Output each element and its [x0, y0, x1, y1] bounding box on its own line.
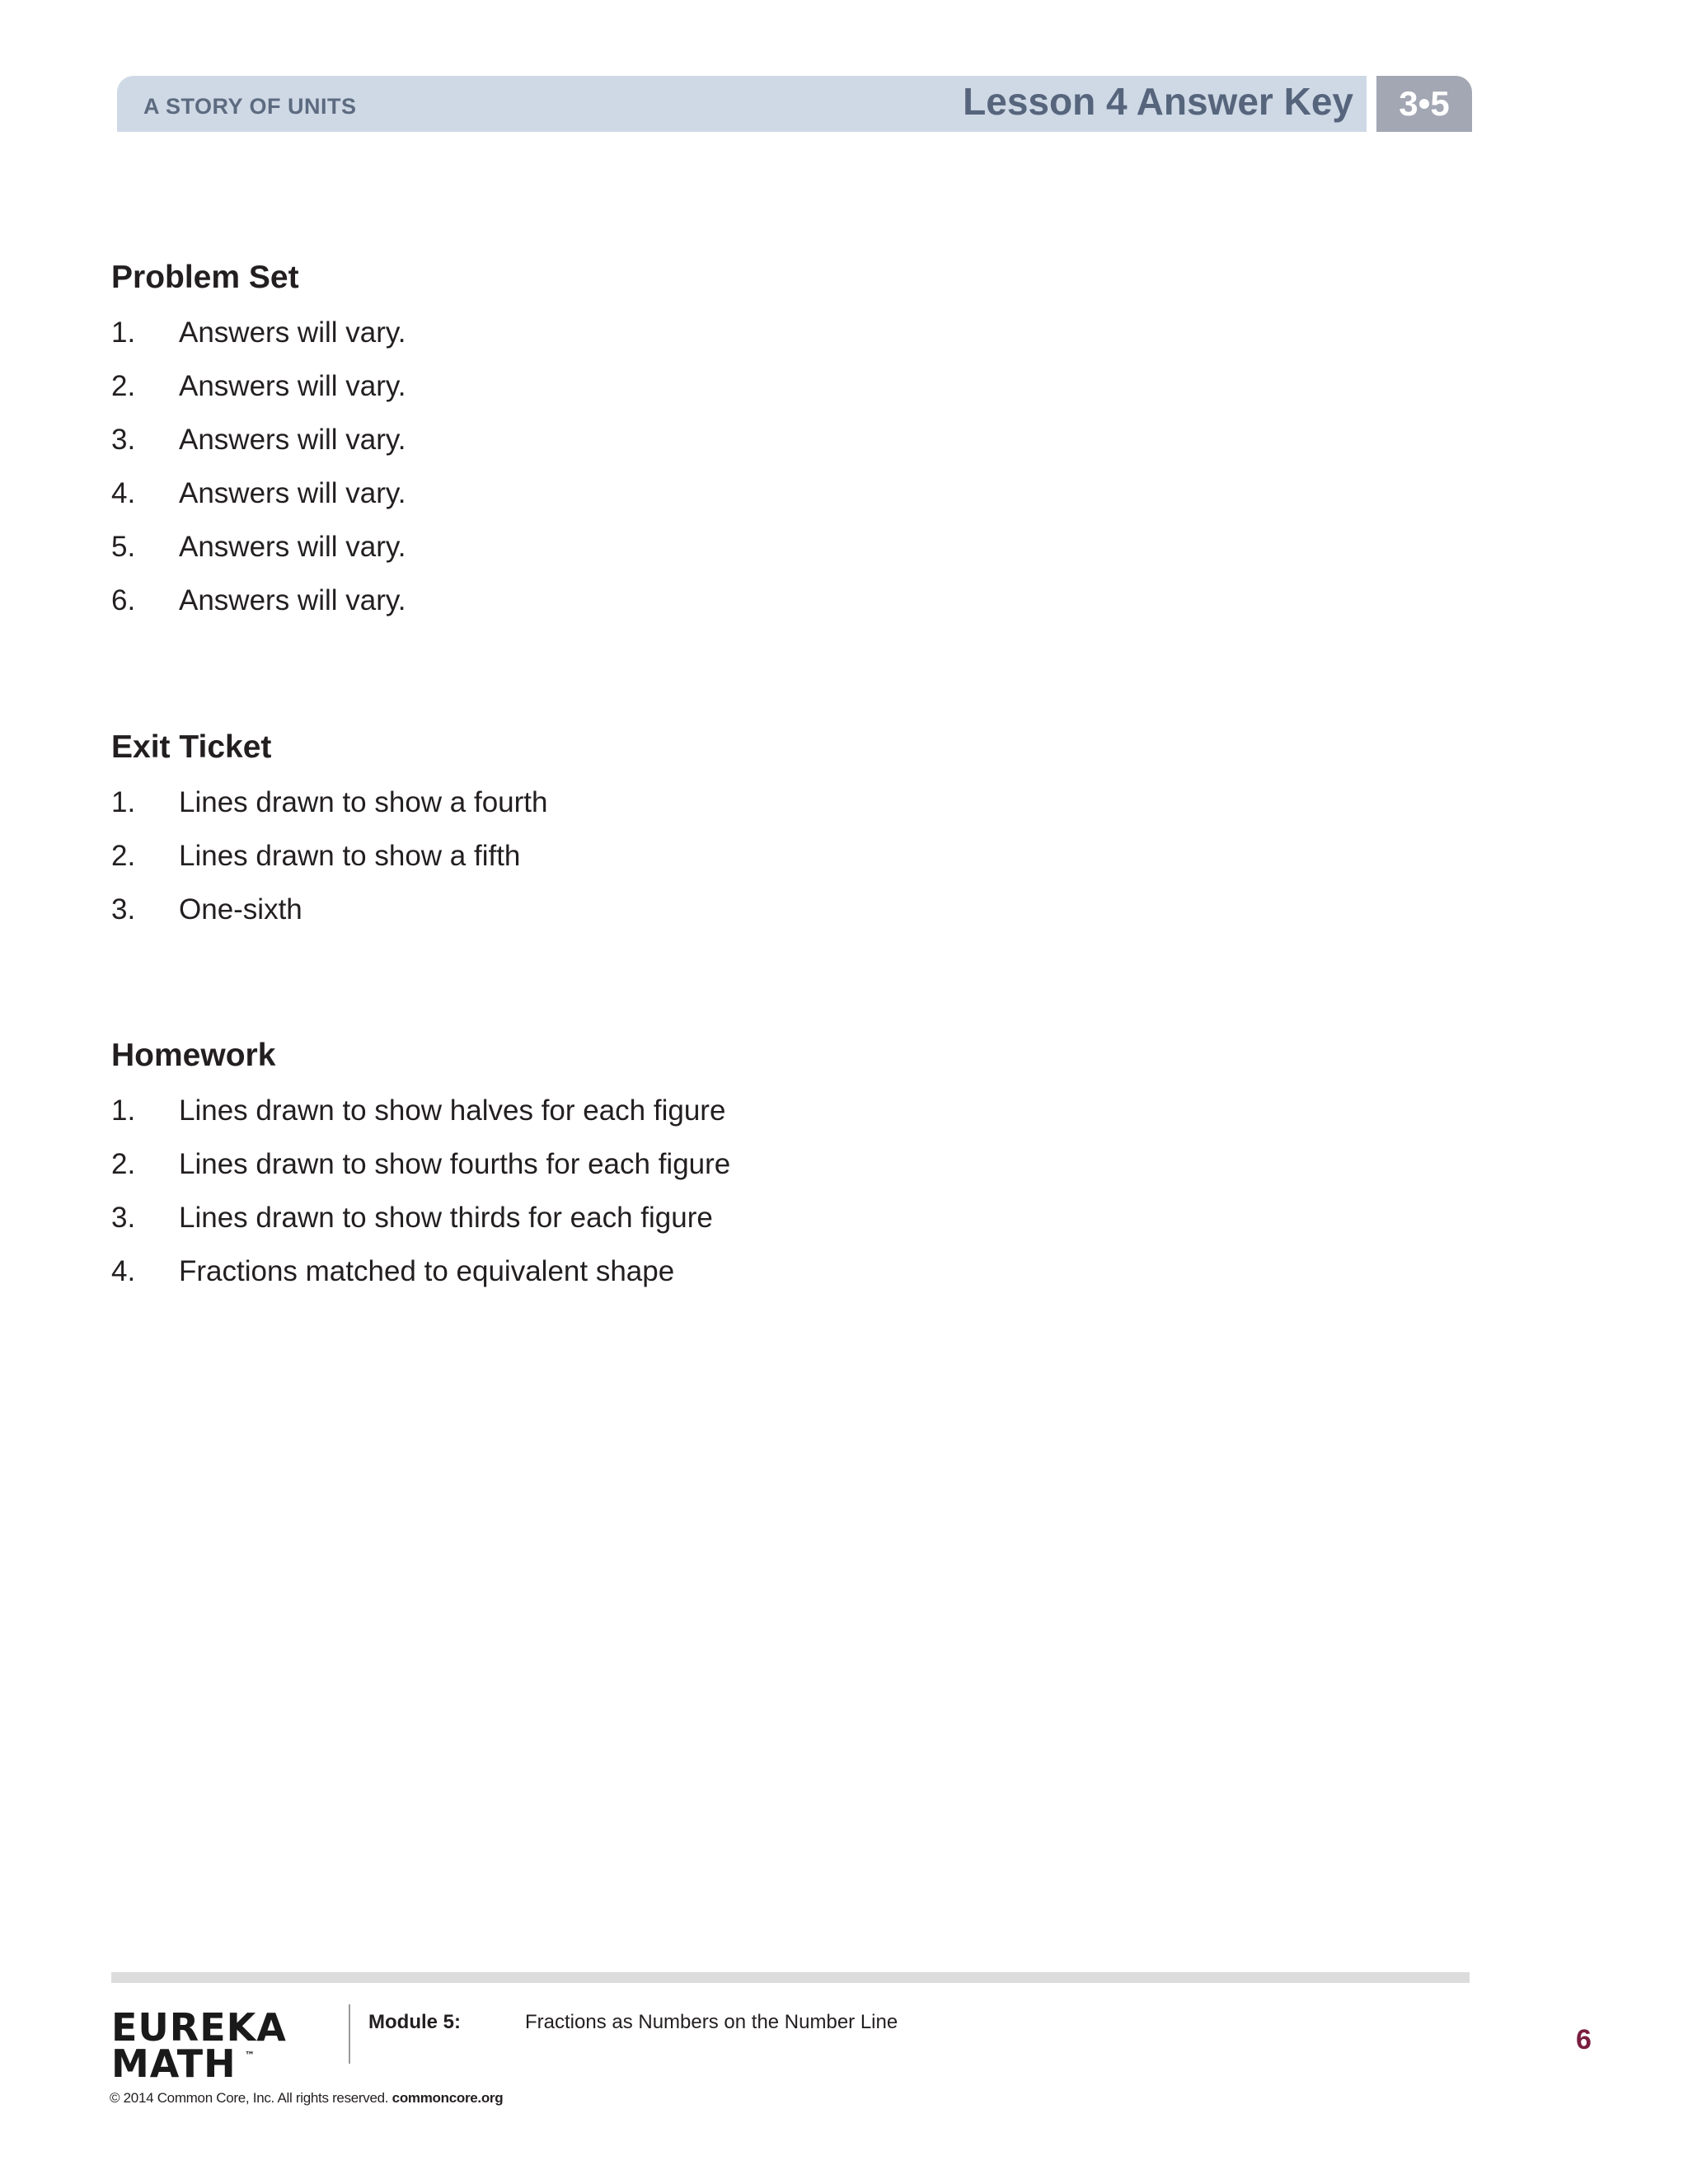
list-item: [111, 312, 1348, 365]
item-number: 4.: [111, 477, 136, 509]
list-item: [111, 472, 1348, 526]
trademark-symbol: ™: [245, 2050, 256, 2061]
item-number: 1.: [111, 316, 136, 349]
list-item: [111, 1090, 1348, 1143]
list-item: [111, 888, 1348, 942]
item-number: 6.: [111, 584, 136, 616]
exit-ticket-section: [111, 727, 1348, 942]
module-title: Fractions as Numbers on the Number Line: [525, 2011, 898, 2033]
item-number: 3.: [111, 893, 136, 926]
list-item: [111, 1250, 1348, 1304]
list-item: [111, 526, 1348, 579]
item-text: Lines drawn to show a fifth: [179, 840, 521, 872]
item-number: 2.: [111, 840, 136, 872]
eureka-math-logo: [111, 2005, 301, 2086]
item-text: Lines drawn to show thirds for each figure: [179, 1202, 713, 1234]
item-text: Answers will vary.: [179, 531, 406, 563]
answer-list: [111, 1090, 1348, 1304]
item-number: 5.: [111, 531, 136, 563]
item-text: Lines drawn to show fourths for each figure: [179, 1148, 731, 1180]
item-number: 3.: [111, 1202, 136, 1234]
lesson-title: Lesson 4 Answer Key: [963, 80, 1353, 123]
answer-list: [111, 312, 1348, 633]
list-item: [111, 1197, 1348, 1250]
item-text: Answers will vary.: [179, 424, 406, 456]
item-text: Answers will vary.: [179, 584, 406, 616]
copyright-text: © 2014 Common Core, Inc. All rights reserved.: [110, 2090, 389, 2106]
list-item: [111, 365, 1348, 419]
logo-line-eureka: EUREKA: [111, 2005, 287, 2050]
page-number: 6: [1576, 2024, 1592, 2055]
footer-rule: [111, 1972, 1470, 1983]
copyright-url[interactable]: commoncore.org: [392, 2090, 504, 2106]
item-text: Answers will vary.: [179, 316, 406, 349]
list-item: [111, 1143, 1348, 1197]
answer-list: [111, 781, 1348, 942]
module-label: Module 5:: [368, 2011, 461, 2033]
item-number: 3.: [111, 424, 136, 456]
item-text: Answers will vary.: [179, 477, 406, 509]
item-text: One-sixth: [179, 893, 302, 926]
logo-line-math: MATH: [111, 2041, 237, 2086]
item-text: Lines drawn to show halves for each figure: [179, 1094, 726, 1127]
item-number: 2.: [111, 370, 136, 402]
item-text: Lines drawn to show a fourth: [179, 786, 548, 818]
item-number: 2.: [111, 1148, 136, 1180]
section-heading: Homework: [111, 1038, 276, 1073]
series-title: A STORY OF UNITS: [143, 94, 357, 119]
homework-section: [111, 1035, 1348, 1304]
grade-module-badge: 3•5: [1376, 76, 1472, 132]
footer-divider: [349, 2004, 350, 2064]
list-item: [111, 419, 1348, 472]
problem-set-section: [111, 257, 1348, 633]
list-item: [111, 781, 1348, 835]
item-number: 1.: [111, 786, 136, 818]
section-heading: Problem Set: [111, 260, 299, 295]
section-heading: Exit Ticket: [111, 729, 272, 765]
item-number: 4.: [111, 1255, 136, 1287]
item-number: 1.: [111, 1094, 136, 1127]
list-item: [111, 835, 1348, 888]
item-text: Fractions matched to equivalent shape: [179, 1255, 675, 1287]
item-text: Answers will vary.: [179, 370, 406, 402]
copyright-notice: [110, 2090, 503, 2107]
list-item: [111, 579, 1348, 633]
